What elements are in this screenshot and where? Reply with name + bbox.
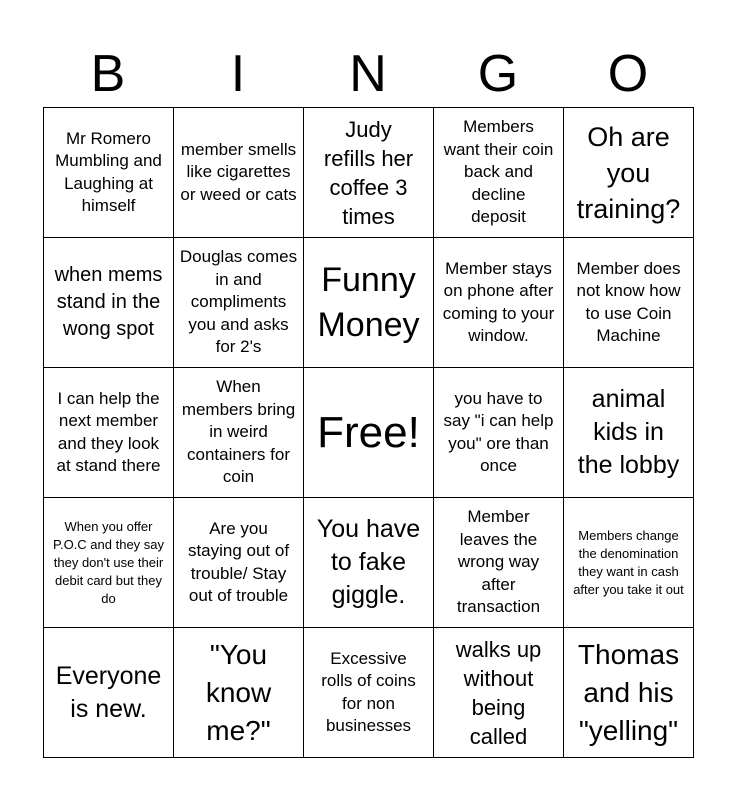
header-letter-b: B	[90, 45, 126, 103]
bingo-cell[interactable]	[304, 238, 434, 368]
bingo-cell[interactable]	[434, 238, 564, 368]
bingo-cell[interactable]	[434, 498, 564, 628]
bingo-cell[interactable]	[304, 108, 434, 238]
cell-text: animal kids in the lobby	[577, 385, 680, 479]
bingo-cell[interactable]	[304, 628, 434, 758]
cell-text: Judy refills her coffee 3 times	[323, 116, 414, 229]
bingo-cell[interactable]	[434, 108, 564, 238]
bingo-cell[interactable]	[44, 498, 174, 628]
header-letter-n: N	[349, 45, 387, 103]
cell-text: When members bring in weird containers for coin	[181, 377, 296, 487]
cell-text: Douglas comes in and compliments you and asks for 2's	[179, 247, 298, 357]
bingo-cell[interactable]	[44, 108, 174, 238]
bingo-cell[interactable]	[44, 238, 174, 368]
cell-text: When you offer P.O.C and they say they don't use their debit card but they do	[52, 518, 165, 606]
bingo-cell[interactable]	[564, 238, 694, 368]
bingo-cell[interactable]	[564, 628, 694, 758]
header-letter-g: G	[477, 45, 519, 103]
header-letter-i: I	[230, 45, 246, 103]
cell-text: I can help the next member and they look at stand there	[56, 388, 161, 475]
cell-text: walks up without being called	[455, 636, 542, 749]
cell-text: Excessive rolls of coins for non businesses	[321, 648, 416, 735]
bingo-cell[interactable]	[174, 498, 304, 628]
cell-text: Member stays on phone after coming to your window.	[442, 258, 555, 345]
cell-text: Funny Money	[317, 260, 420, 344]
cell-text: Thomas and his "yelling"	[577, 638, 680, 746]
bingo-board	[43, 107, 694, 758]
cell-text: You have to fake giggle.	[316, 515, 421, 609]
bingo-cell[interactable]	[304, 498, 434, 628]
cell-text: member smells like cigarettes or weed or cats	[180, 139, 297, 204]
header-letter-o: O	[607, 45, 649, 103]
cell-text: Members want their coin back and decline deposit	[443, 117, 554, 227]
cell-text: Are you staying out of trouble/ Stay out of trouble	[187, 518, 290, 605]
bingo-cell[interactable]	[174, 628, 304, 758]
cell-text: you have to say "i can help you" ore than once	[443, 388, 554, 475]
cell-text: Mr Romero Mumbling and Laughing at himself	[55, 128, 162, 215]
cell-text: Oh are you training?	[576, 121, 681, 224]
cell-text: "You know me?"	[205, 638, 272, 746]
bingo-cell[interactable]	[174, 238, 304, 368]
cell-text: when mems stand in the wong spot	[54, 264, 163, 340]
cell-text: Everyone is new.	[55, 661, 162, 723]
free-space-text: Free!	[317, 407, 420, 457]
bingo-cell[interactable]	[434, 368, 564, 498]
cell-text: Member leaves the wrong way after transaction	[456, 507, 541, 617]
bingo-cell[interactable]	[564, 368, 694, 498]
cell-text: Members change the denomination they want in cash after you take it out	[573, 527, 684, 597]
bingo-cell free-space[interactable]	[304, 368, 434, 498]
bingo-cell[interactable]	[564, 108, 694, 238]
cell-text: Member does not know how to use Coin Machine	[576, 258, 681, 345]
bingo-cell[interactable]	[174, 368, 304, 498]
bingo-cell[interactable]	[44, 628, 174, 758]
bingo-cell[interactable]	[44, 368, 174, 498]
bingo-cell[interactable]	[174, 108, 304, 238]
bingo-cell[interactable]	[564, 498, 694, 628]
bingo-header	[43, 40, 693, 108]
bingo-cell[interactable]	[434, 628, 564, 758]
